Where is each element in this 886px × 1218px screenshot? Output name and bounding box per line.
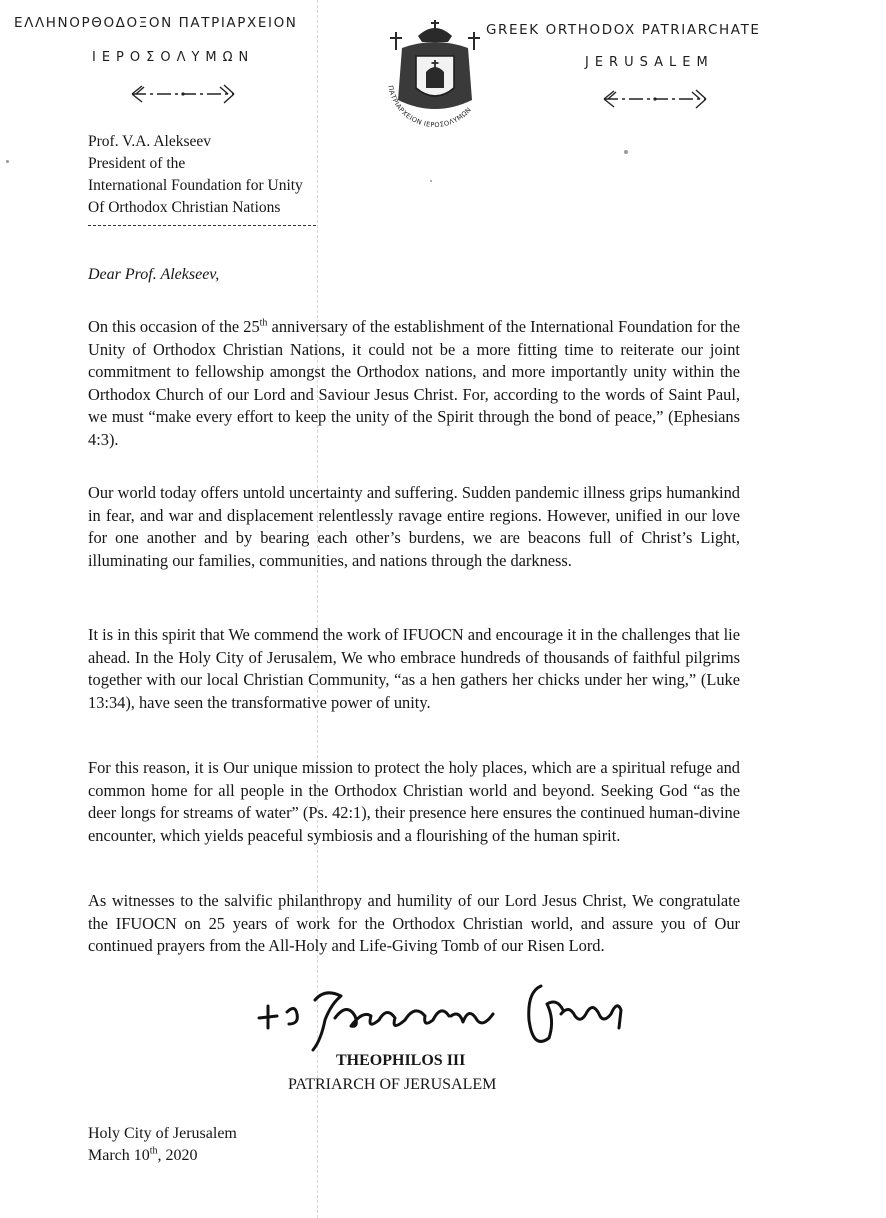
- body-paragraph-1: On this occasion of the 25th anniversary of the establishment of the International Foundation for the Unity of Orthodox Christian Nations, it could not be a more fitting time to reiterate our joint commitment to fellowship amongst the Orthodox nations, and more importantly unity within the Orthodox Church of our Lord and Saviour Jesus Christ. For, according to the words of Saint Paul, we must “make every effort to keep the unity of the Spirit through the bond of peace,” (Ephesians 4:3).: [88, 317, 740, 449]
- body-paragraph-2: Our world today offers untold uncertainty and suffering. Sudden pandemic illness grips humankind in fear, and war and displacement relentlessly ravage entire regions. However, unified in our love for one another and by bearing each other’s burdens, we are beacons full of Christ’s Light, illuminating our families, communities, and nations through the darkness.: [88, 483, 740, 570]
- scan-speck: [624, 150, 628, 154]
- body-paragraph-4: For this reason, it is Our unique mission to protect the holy places, which are a spiritual refuge and common home for all people in the Orthodox Christian world and beyond. Seeking God “as the deer longs for streams of water” (Ps. 42:1), their presence here ensures the continued human-divine encounter, which yields peaceful symbiosis and a flourishing of the human spirit.: [88, 758, 740, 845]
- date-line: March 10th, 2020: [88, 1145, 198, 1164]
- recipient-line: President of the: [88, 155, 186, 172]
- letterhead-greek-city: ΙΕΡΟΣΟΛΥΜΩΝ: [92, 50, 255, 65]
- recipient-line: Prof. V.A. Alekseev: [88, 133, 211, 150]
- recipient-line: International Foundation for Unity: [88, 177, 303, 194]
- letterhead-greek-name: ΕΛΛΗΝΟΡΘΟΔΟΞΟΝ ΠΑΤΡΙΑΡΧΕΙΟΝ: [14, 15, 298, 31]
- signatory-title: PATRIARCH OF JERUSALEM: [288, 1076, 497, 1093]
- ornament-right-icon: [600, 87, 710, 111]
- letterhead-english-name: GREEK ORTHODOX PATRIARCHATE: [486, 22, 761, 38]
- scan-speck: [6, 160, 9, 163]
- recipient-address: [88, 131, 303, 219]
- patriarchate-seal-icon: [374, 18, 496, 130]
- recipient-line: Of Orthodox Christian Nations: [88, 199, 281, 216]
- ornament-left-icon: [128, 82, 238, 106]
- salutation: Dear Prof. Alekseev,: [88, 266, 220, 283]
- place-and-date: [88, 1123, 237, 1167]
- scan-speck: [430, 180, 432, 182]
- letterhead-english-city: JERUSALEM: [585, 55, 714, 70]
- svg-text:ΠΑΤΡΙΑΡΧΕΙΟΝ ΙΕΡΟΣΟΛΥΜΩΝ: ΠΑΤΡΙΑΡΧΕΙΟΝ ΙΕΡΟΣΟΛΥΜΩΝ: [386, 84, 473, 130]
- handwritten-signature: [255, 980, 625, 1052]
- body-paragraph-5: As witnesses to the salvific philanthropy and humility of our Lord Jesus Christ, We congratulate the IFUOCN on 25 years of work for the Orthodox Christian world, and assure you of Our continued prayers from the All-Holy and Life-Giving Tomb of our Risen Lord.: [88, 891, 740, 956]
- address-divider: [88, 225, 316, 226]
- place-line: Holy City of Jerusalem: [88, 1125, 237, 1142]
- signatory-name: THEOPHILOS III: [336, 1052, 466, 1069]
- body-paragraph-3: It is in this spirit that We commend the work of IFUOCN and encourage it in the challenges that lie ahead. In the Holy City of Jerusalem, We who embrace hundreds of thousands of faithful pilgrims together with our local Christian Community, “as a hen gathers her chicks under her wing,” (Luke 13:34), have seen the transformative power of unity.: [88, 625, 740, 712]
